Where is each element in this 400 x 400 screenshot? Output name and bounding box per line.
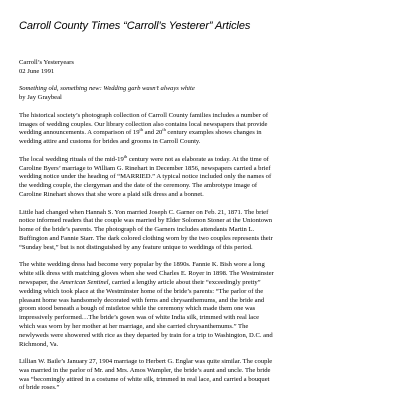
paragraph-2-line: Caroline Rinehart shows that she wore a plaid silk dress and a bonnet. xyxy=(19,190,204,198)
newspaper-title: American Sentinel xyxy=(59,278,109,286)
paragraph-2-line: Caroline Byers’ marriage to William G. Rinehart in December 1856, newspapers carried a brief xyxy=(19,164,271,172)
article-byline: by Jay Graybeal xyxy=(19,94,62,102)
spacer xyxy=(19,77,381,86)
spacer xyxy=(19,103,381,112)
paragraph-3-line: “Sunday best,” but is not distinguished by any feature unique to weddings of this period. xyxy=(19,243,253,251)
paragraph-4-line: impressively performed…The bride’s gown was of white India silk, trimmed with real lace xyxy=(19,314,260,322)
paragraph-1-line: images of wedding couples. Our library collection also contains local newspapers that provide xyxy=(19,120,268,128)
article-date: 02 June 1991 xyxy=(19,67,55,75)
paragraph-4-line: Richmond, Va. xyxy=(19,340,59,348)
paragraph-4-line: wedding which took place at the Westminster home of the bride’s parents: “The parlor of the xyxy=(19,287,264,295)
paragraph-4-line: white silk dress with matching gloves when she wed Charles E. Royer in 1898. The Westminster xyxy=(19,270,274,278)
paragraph-5-line: Lillian W. Baile’s January 27, 1904 marriage to Herbert G. Englar was quite similar. The couple xyxy=(19,358,273,366)
paragraph-2-line xyxy=(19,153,381,165)
paragraph-4-line: groom stood beneath a bough of mistletoe while the ceremony which made them one was xyxy=(19,305,256,313)
document-header: Carroll County Times “Carroll’s Yesterer” Articles xyxy=(19,20,251,32)
superscript: th xyxy=(123,153,128,159)
paragraph-1-line xyxy=(19,129,381,138)
paragraph-3-line: notice informed readers that the couple was married by Elder Solomon Stoner at the Uniontown xyxy=(19,217,273,225)
paragraph-3-line: home of the bride’s parents. The photograph of the Garners includes attendants Martin L. xyxy=(19,226,255,234)
text-fragment: The local wedding rituals of the mid-19 xyxy=(19,155,124,163)
paragraph-1-line: wedding attire and customs for brides and grooms in Carroll County. xyxy=(19,138,201,146)
article-body xyxy=(19,59,381,393)
spacer xyxy=(19,147,381,156)
column-name: Carroll’s Yesteryears xyxy=(19,59,74,66)
text-fragment: century examples shows changes in xyxy=(165,129,262,137)
paragraph-4-line xyxy=(19,279,381,288)
spacer xyxy=(19,200,381,209)
paragraph-2-line: the wedding couple, the clergyman and the date of the ceremony. The ambrotype image of xyxy=(19,182,258,190)
article-headline: Something old, something new: Wedding garb wasn’t always white xyxy=(19,85,195,93)
superscript: th xyxy=(139,127,143,133)
paragraph-2-line: wedding notice under the heading of “MARRIED.” A typical notice included only the names of xyxy=(19,173,272,181)
spacer xyxy=(19,253,381,262)
text-fragment: and 20 xyxy=(142,129,163,137)
paragraph-5-line: was “becomingly attired in a costume of white silk, trimmed in real lace, and carried a bouquet xyxy=(19,375,270,383)
text-fragment: century were not as elaborate as today. At the time of xyxy=(127,155,269,163)
paragraph-5-line: was married in the parlor of Mr. and Mrs. Amos Wampler, the bride’s aunt and uncle. The bride xyxy=(19,366,271,374)
paragraph-4-line: newlyweds were showered with rice as they departed by train for a trip to Washington, D.C. and xyxy=(19,331,273,339)
paragraph-5-line: of bride roses.” xyxy=(19,384,60,392)
paragraph-1-line: The historical society’s photograph collection of Carroll County families includes a number of xyxy=(19,111,269,119)
paragraph-3-line: Little had changed when Hannah S. Yon married Joseph C. Garner on Feb. 21, 1871. The brief xyxy=(19,208,269,216)
paragraph-4-line: which was worn by her mother at her marriage, and she carried chrysanthemums.” The xyxy=(19,322,249,330)
text-fragment: wedding announcements. A comparison of 19 xyxy=(19,129,140,137)
spacer xyxy=(19,349,381,358)
paragraph-4-line: pleasant home was handsomely decorated with ferns and chrysanthemums, and the bride and xyxy=(19,296,265,304)
paragraph-3-line: Buffington and Fannie Starr. The dark colored clothing worn by the two couples represents their xyxy=(19,234,273,242)
text-fragment: newspaper, the xyxy=(19,278,60,286)
text-fragment: , carried a lengthy article about their “exceedingly pretty” xyxy=(108,278,261,286)
superscript: th xyxy=(162,127,166,133)
paragraph-4-line: The white wedding dress had become very popular by the 1890s. Fannie K. Bish wore a long xyxy=(19,261,265,269)
